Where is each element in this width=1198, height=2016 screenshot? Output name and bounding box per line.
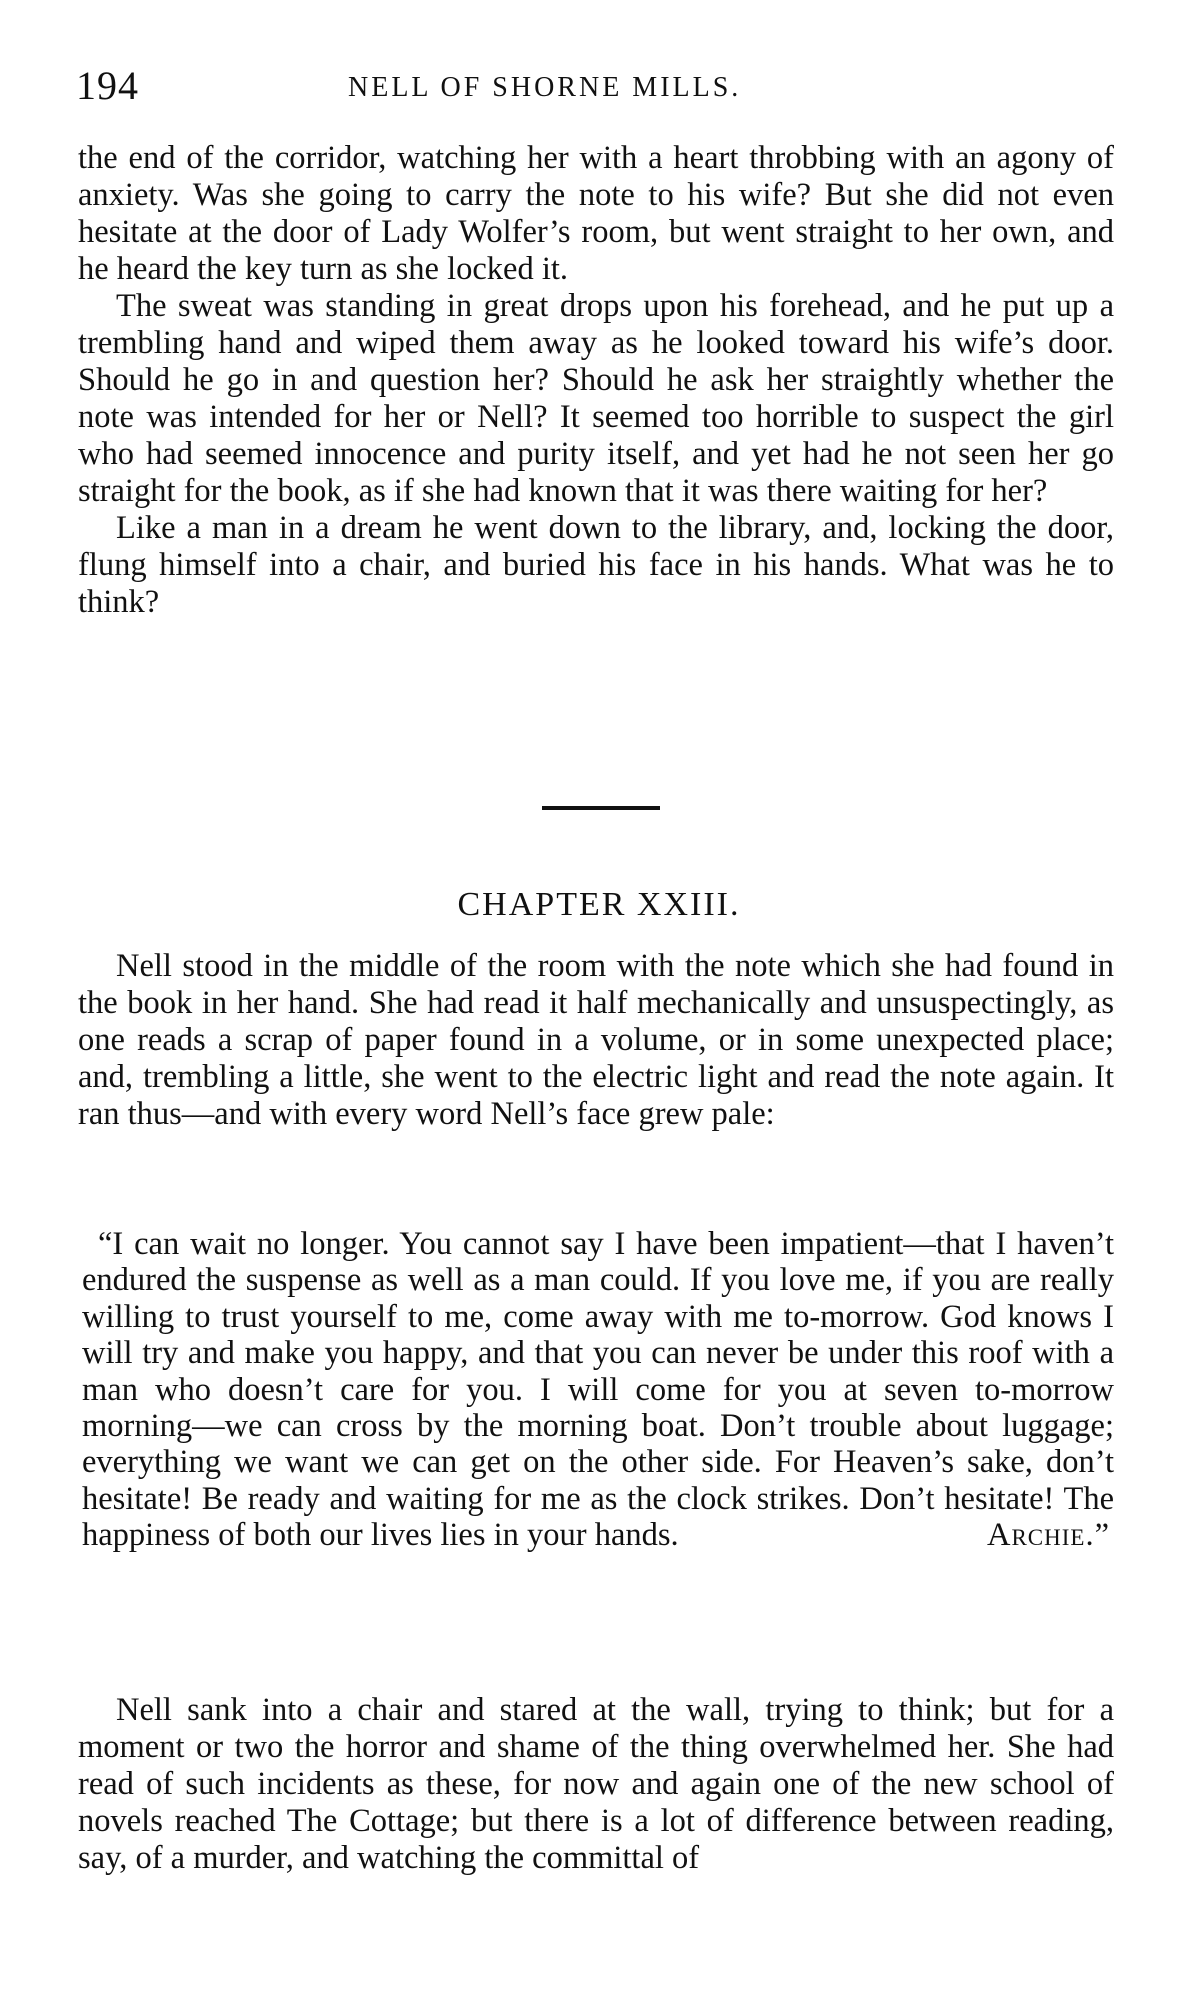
quoted-letter bbox=[82, 1226, 1114, 1554]
section-divider bbox=[542, 806, 660, 810]
running-head bbox=[76, 62, 1116, 112]
chapter-opening bbox=[78, 948, 1114, 1133]
paragraph: Nell sank into a chair and stared at the wall, trying to think; but for a moment or two the horror and shame of the thing overwhelmed her. She had read of such incidents as these, for now and again one of the new school of novels reached The Cottage; but there is a lot of difference between reading, say, of a murder, and watching the committal of bbox=[78, 1692, 1114, 1876]
page-number: 194 bbox=[76, 63, 139, 108]
letter-body bbox=[82, 1226, 1114, 1554]
chapter-heading: CHAPTER XXIII. bbox=[457, 886, 741, 923]
paragraph: the end of the corridor, watching her with a heart throbbing with an agony of anxiety. Was she going to carry the note to his wife? But she did not even hesitate at the door of Lady Wolfer’s room, but went straight to her own, and he heard the key turn as she locked it. bbox=[78, 140, 1114, 287]
paragraph: Like a man in a dream he went down to the library, and, locking the door, flung himself into a chair, and buried his face in his hands. What was he to think? bbox=[78, 510, 1114, 620]
closing-text bbox=[78, 1692, 1114, 1877]
letter-text: “I can wait no longer. You cannot say I have been impatient—that I haven’t endured the suspense as well as a man could. If you love me, if you are really willing to trust yourself to me, come away with me to-morrow. God knows I will try and make you happy, and that you can never be under this roof with a man who doesn’t care for you. I will come for you at seven to-morrow morning—we can cross by the morning boat. Don’t trouble about luggage; everything we want we can get on the other side. For Heaven’s sake, don’t hesitate! Be ready and waiting for me as the clock strikes. Don’t hesitate! The happiness of both our lives lies in your hands. bbox=[82, 1226, 1114, 1554]
paragraph: Nell stood in the middle of the room with the note which she had found in the book in her hand. She had read it half mechanically and unsuspectingly, as one reads a scrap of paper found in a volume, or in some unexpected place; and, trembling a little, she went to the electric light and read the note again. It ran thus—and with every word Nell’s face grew pale: bbox=[78, 948, 1114, 1132]
chapter-end-text bbox=[78, 140, 1114, 621]
paragraph: The sweat was standing in great drops upon his forehead, and he put up a trembling hand and wiped them away as he looked toward his wife’s door. Should he go in and question her? Should he ask her straightly whether the note was intended for her or Nell? It seemed too horrible to suspect the girl who had seemed innocence and purity itself, and yet had he not seen her go straight for the book, as if she had known that it was there waiting for her? bbox=[78, 288, 1114, 509]
running-title: NELL OF SHORNE MILLS. bbox=[348, 72, 742, 103]
letter-signature: Archie.” bbox=[986, 1517, 1110, 1554]
